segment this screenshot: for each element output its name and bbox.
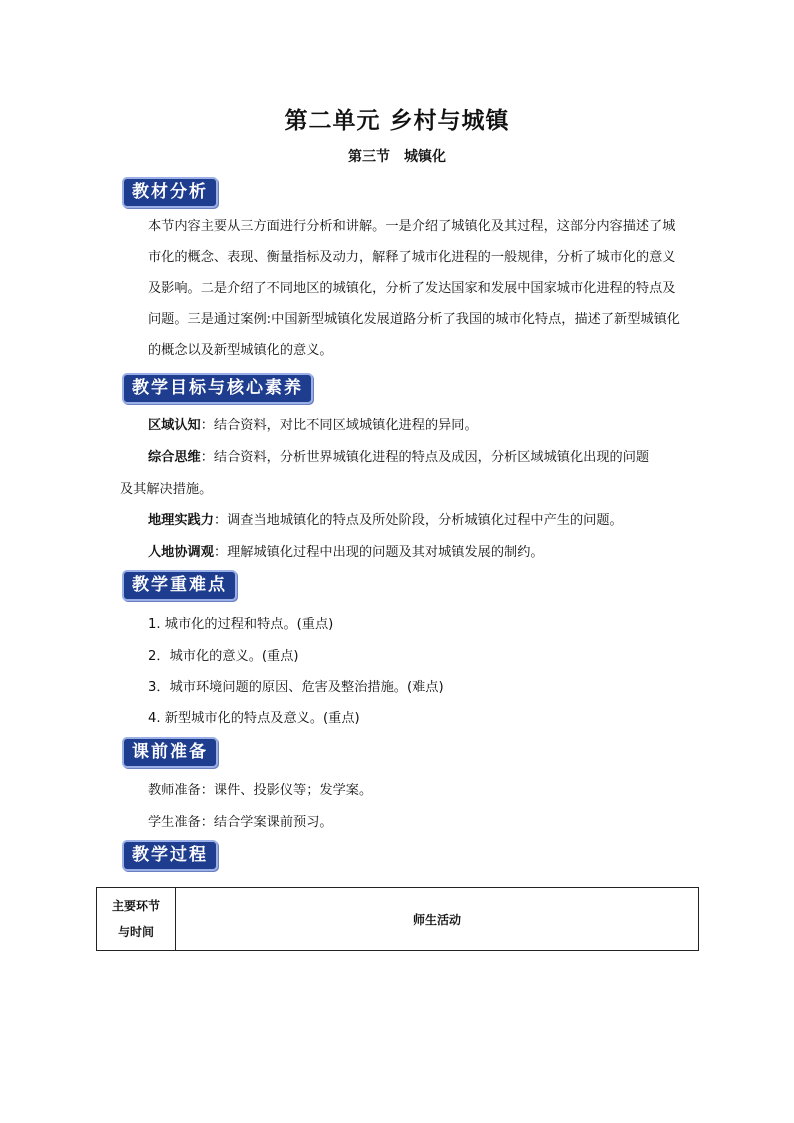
goal-item [148, 541, 544, 560]
goal-item [148, 446, 649, 465]
table-header-stage-line1: 主要环节 [111, 899, 160, 913]
table-header-stage-line2: 与时间 [117, 925, 154, 939]
keypoint-item: 3．城市环境问题的原因、危害及整治措施。(难点) [148, 680, 444, 695]
badge-analysis: 教材分析 [122, 177, 218, 208]
table-header-stage [97, 888, 176, 951]
goal-label: 地理实践力 [148, 513, 214, 528]
badge-process: 教学过程 [122, 840, 218, 871]
goal-text: ：结合资料，分析世界城镇化进程的特点及成因，分析区域城镇化出现的问题 [200, 450, 650, 465]
badge-preparation: 课前准备 [122, 737, 218, 768]
analysis-text: 本节内容主要从三方面进行分析和讲解。一是介绍了城镇化及其过程，这部分内容描述了城市化的概念、表现、衡量指标及动力，解释了城市化进程的一般规律，分析了城市化的意义及影响。二是介绍了不同地区的城镇化，分析了发达国家和发展中国家城市化进程的特点及问题。三是通过案例:中国新型城镇化发展道路分析了我国的城市化特点，描述了新型城镇化的概念以及新型城镇化的意义。 [148, 219, 680, 358]
goal-text: ：结合资料，对比不同区域城镇化进程的异同。 [200, 418, 478, 433]
goal-label: 人地协调观 [148, 545, 214, 560]
keypoint-item: 2．城市化的意义。(重点) [148, 649, 299, 664]
student-preparation: 学生准备：结合学案课前预习。 [148, 815, 333, 830]
page-title: 第二单元 乡村与城镇 [284, 108, 510, 134]
table-row [97, 888, 699, 951]
table-header-activity: 师生活动 [176, 888, 699, 951]
badge-keypoints: 教学重难点 [122, 570, 237, 601]
keypoint-item: 4. 新型城市化的特点及意义。(重点) [148, 711, 360, 726]
goal-text: ：理解城镇化过程中出现的问题及其对城镇发展的制约。 [213, 545, 544, 560]
goal-item [148, 414, 478, 433]
goal-item [148, 509, 623, 528]
teacher-preparation: 教师准备：课件、投影仪等；发学案。 [148, 783, 373, 798]
badge-goals: 教学目标与核心素养 [122, 373, 313, 404]
goal-label: 区域认知 [148, 418, 201, 433]
process-table [96, 887, 699, 951]
goal-text: ：调查当地城镇化的特点及所处阶段，分析城镇化过程中产生的问题。 [213, 513, 623, 528]
analysis-paragraph [120, 211, 682, 366]
section-subtitle: 第三节 城镇化 [348, 149, 446, 165]
goal-label: 综合思维 [148, 450, 201, 465]
goal-item-continuation: 及其解决措施。 [120, 482, 213, 497]
keypoint-item: 1. 城市化的过程和特点。(重点) [148, 617, 334, 632]
